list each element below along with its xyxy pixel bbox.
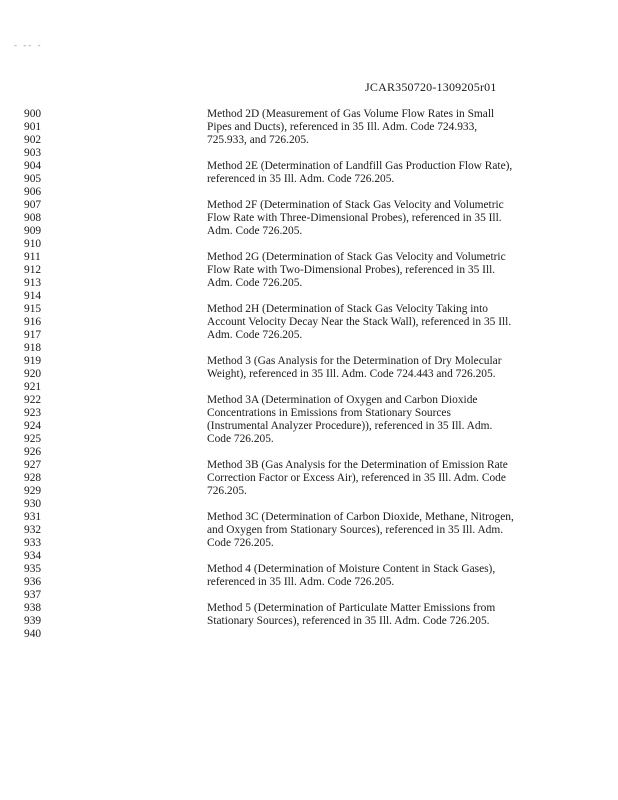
line-number: 917	[24, 329, 42, 341]
line-number: 900	[24, 108, 42, 120]
line-number: 919	[24, 355, 42, 367]
line-number: 905	[24, 173, 42, 185]
text-line	[207, 147, 537, 160]
line-number: 939	[24, 615, 42, 627]
line-number: 936	[24, 576, 42, 588]
line-number: 926	[24, 446, 42, 458]
line-number: 935	[24, 563, 42, 575]
line-number: 908	[24, 212, 42, 224]
text-line: Adm. Code 726.205.	[207, 329, 303, 341]
line-number: 933	[24, 537, 42, 549]
text-line: Method 5 (Determination of Particulate Matter Emissions from	[207, 602, 496, 614]
line-number: 940	[24, 628, 42, 640]
text-line: Weight), referenced in 35 Ill. Adm. Code 724.443 and 726.205.	[207, 368, 496, 380]
line-number: 930	[24, 498, 42, 510]
text-line	[207, 589, 537, 602]
line-number: 915	[24, 303, 42, 315]
text-line: 726.205.	[207, 485, 247, 497]
line-number: 928	[24, 472, 42, 484]
line-number-column	[24, 108, 64, 641]
line-number: 906	[24, 186, 42, 198]
line-number: 914	[24, 290, 42, 302]
text-line: Adm. Code 726.205.	[207, 277, 303, 289]
text-line	[207, 381, 537, 394]
text-line: Method 2G (Determination of Stack Gas Velocity and Volumetric	[207, 251, 506, 263]
line-number: 920	[24, 368, 42, 380]
line-number: 922	[24, 394, 42, 406]
text-line: Method 2F (Determination of Stack Gas Velocity and Volumetric	[207, 199, 504, 211]
text-line: Code 726.205.	[207, 433, 274, 445]
line-number: 910	[24, 238, 42, 250]
line-number: 927	[24, 459, 42, 471]
line-number: 932	[24, 524, 42, 536]
text-line: Method 4 (Determination of Moisture Content in Stack Gases),	[207, 563, 496, 575]
line-number: 937	[24, 589, 42, 601]
line-number: 924	[24, 420, 42, 432]
text-line: Correction Factor or Excess Air), referenced in 35 Ill. Adm. Code	[207, 472, 506, 484]
line-number: 907	[24, 199, 42, 211]
text-line: Stationary Sources), referenced in 35 Ill. Adm. Code 726.205.	[207, 615, 490, 627]
scan-artifact-mark: - -- -	[14, 40, 43, 50]
text-line: referenced in 35 Ill. Adm. Code 726.205.	[207, 173, 395, 185]
text-line: Method 3 (Gas Analysis for the Determination of Dry Molecular	[207, 355, 502, 367]
text-line	[207, 238, 537, 251]
text-line: Account Velocity Decay Near the Stack Wall), referenced in 35 Ill.	[207, 316, 512, 328]
line-number: 918	[24, 342, 42, 354]
line-number: 925	[24, 433, 42, 445]
text-line	[207, 550, 537, 563]
text-line: Method 2E (Determination of Landfill Gas Production Flow Rate),	[207, 160, 513, 172]
text-line: Method 2H (Determination of Stack Gas Velocity Taking into	[207, 303, 488, 315]
line-number: 929	[24, 485, 42, 497]
text-line: 725.933, and 726.205.	[207, 134, 309, 146]
text-line: Flow Rate with Two-Dimensional Probes), referenced in 35 Ill.	[207, 264, 496, 276]
text-line	[207, 342, 537, 355]
text-line	[207, 498, 537, 511]
text-line: and Oxygen from Stationary Sources), referenced in 35 Ill. Adm.	[207, 524, 504, 536]
line-number: 912	[24, 264, 42, 276]
text-line: Pipes and Ducts), referenced in 35 Ill. Adm. Code 724.933,	[207, 121, 478, 133]
text-line	[207, 186, 537, 199]
text-line: Method 2D (Measurement of Gas Volume Flow Rates in Small	[207, 108, 495, 120]
line-number: 909	[24, 225, 42, 237]
line-number: 921	[24, 381, 42, 393]
text-line: (Instrumental Analyzer Procedure)), referenced in 35 Ill. Adm.	[207, 420, 493, 432]
line-number: 903	[24, 147, 42, 159]
line-number: 902	[24, 134, 42, 146]
document-body	[207, 108, 537, 641]
text-line	[207, 290, 537, 303]
text-line	[207, 628, 537, 641]
text-line: Concentrations in Emissions from Stationary Sources	[207, 407, 451, 419]
text-line: Method 3C (Determination of Carbon Dioxide, Methane, Nitrogen,	[207, 511, 514, 523]
text-line: Code 726.205.	[207, 537, 274, 549]
line-number: 913	[24, 277, 42, 289]
line-number: 904	[24, 160, 42, 172]
text-line	[207, 446, 537, 459]
line-number: 934	[24, 550, 42, 562]
text-line: Method 3A (Determination of Oxygen and Carbon Dioxide	[207, 394, 478, 406]
text-line: referenced in 35 Ill. Adm. Code 726.205.	[207, 576, 395, 588]
line-number: 901	[24, 121, 42, 133]
line-number: 923	[24, 407, 42, 419]
text-line: Method 3B (Gas Analysis for the Determination of Emission Rate	[207, 459, 508, 471]
document-id-header: JCAR350720-1309205r01	[365, 80, 497, 94]
line-number: 916	[24, 316, 42, 328]
text-line: Flow Rate with Three-Dimensional Probes), referenced in 35 Ill.	[207, 212, 502, 224]
text-line: Adm. Code 726.205.	[207, 225, 303, 237]
line-number: 911	[24, 251, 41, 263]
line-number: 931	[24, 511, 42, 523]
line-number: 938	[24, 602, 42, 614]
